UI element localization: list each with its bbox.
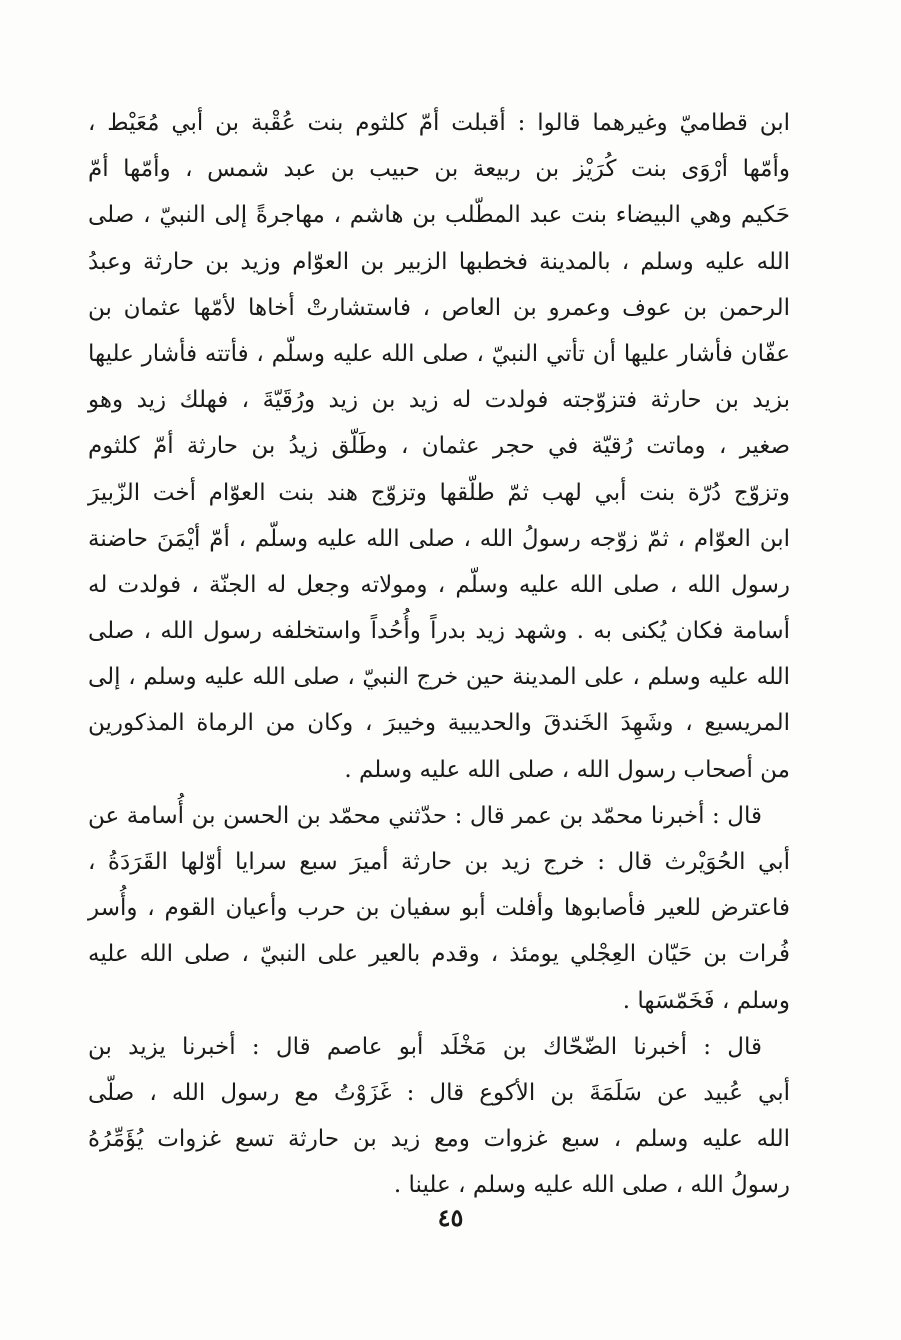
- paragraph-first-line: قال : أخبرنا محمّد بن عمر قال : حدّثني محمّد بن الحسن بن أُسامة عن: [88, 802, 762, 829]
- text-line: حَكيم وهي البيضاء بنت عبد المطّلب بن هاشم ، مهاجرةً إلى النبيّ ، صلى: [88, 202, 790, 229]
- text-line: وتزوّج دُرّة بنت أبي لهب ثمّ طلّقها وتزوّج هند بنت العوّام أخت الزّبيرَ: [88, 479, 790, 506]
- text-line: أسامة فكان يُكنى به . وشهد زيد بدراً وأُحُداً واستخلفه رسول الله ، صلى: [88, 618, 790, 645]
- text-line: الله عليه وسلم ، على المدينة حين خرج النبيّ ، صلى الله عليه وسلم ، إلى: [88, 664, 790, 691]
- text-line: الله عليه وسلم ، سبع غزوات ومع زيد بن حارثة تسع غزوات يُؤَمِّرُهُ: [88, 1126, 790, 1153]
- text-line: فُرات بن حَيّان العِجْلي يومئذ ، وقدم بالعير على النبيّ ، صلى الله عليه: [88, 941, 790, 968]
- text-line: رسولُ الله ، صلى الله عليه وسلم ، علينا .: [393, 1172, 790, 1199]
- text-line: الله عليه وسلم ، بالمدينة فخطبها الزبير بن العوّام وزيد بن حارثة وعبدُ: [88, 248, 790, 275]
- text-line: عفّان فأشار عليها أن تأتي النبيّ ، صلى الله عليه وسلّم ، فأتته فأشار عليها: [88, 340, 790, 367]
- text-line: أبي الحُوَيْرث قال : خرج زيد بن حارثة أميرَ سبع سرايا أوّلها القَرَدَةُ ،: [88, 849, 790, 875]
- text-line: ابن قطاميّ وغيرهما قالوا : أقبلت أمّ كلثوم بنت عُقْبة بن أبي مُعَيْط ،: [88, 110, 790, 136]
- text-line: صغير ، وماتت رُقيّة في حجر عثمان ، وطَلّق زيدُ بن حارثة أمّ كلثوم: [88, 433, 790, 460]
- page-body-text: [88, 100, 790, 1209]
- text-line: فاعترض للعير فأصابوها وأفلت أبو سفيان بن حرب وأعيان القوم ، وأُسر: [88, 895, 790, 922]
- text-line: وأمّها أرْوَى بنت كُرَيْز بن ربيعة بن حبيب بن عبد شمس ، وأمّها أمّ: [88, 156, 790, 183]
- text-line: الرحمن بن عوف وعمرو بن العاص ، فاستشارتْ أخاها لأمّها عثمان بن: [88, 294, 790, 321]
- page-number: ٤٥: [437, 1203, 464, 1232]
- text-line: المريسيع ، وشَهِدَ الخَندقَ والحديبية وخيبرَ ، وكان من الرماة المذكورين: [88, 710, 790, 737]
- text-line: من أصحاب رسول الله ، صلى الله عليه وسلم .: [344, 756, 790, 783]
- text-line: وسلم ، فَخَمّسَها .: [622, 987, 790, 1014]
- text-line: أبي عُبيد عن سَلَمَةَ بن الأكوع قال : غَزَوْتُ مع رسول الله ، صلّى: [88, 1079, 790, 1106]
- text-line: ابن العوّام ، ثمّ زوّجه رسولُ الله ، صلى الله عليه وسلّم ، أمّ أيْمَنَ حاضنة: [88, 525, 790, 552]
- text-line: بزيد بن حارثة فتزوّجته فولدت له زيد بن زيد ورُقَيّةَ ، فهلك زيد وهو: [88, 387, 790, 414]
- text-line: رسول الله ، صلى الله عليه وسلّم ، ومولاته وجعل له الجنّة ، فولدت له: [88, 571, 790, 598]
- paragraph-first-line: قال : أخبرنا الضّحّاك بن مَخْلَد أبو عاصم قال : أخبرنا يزيد بن: [88, 1033, 762, 1060]
